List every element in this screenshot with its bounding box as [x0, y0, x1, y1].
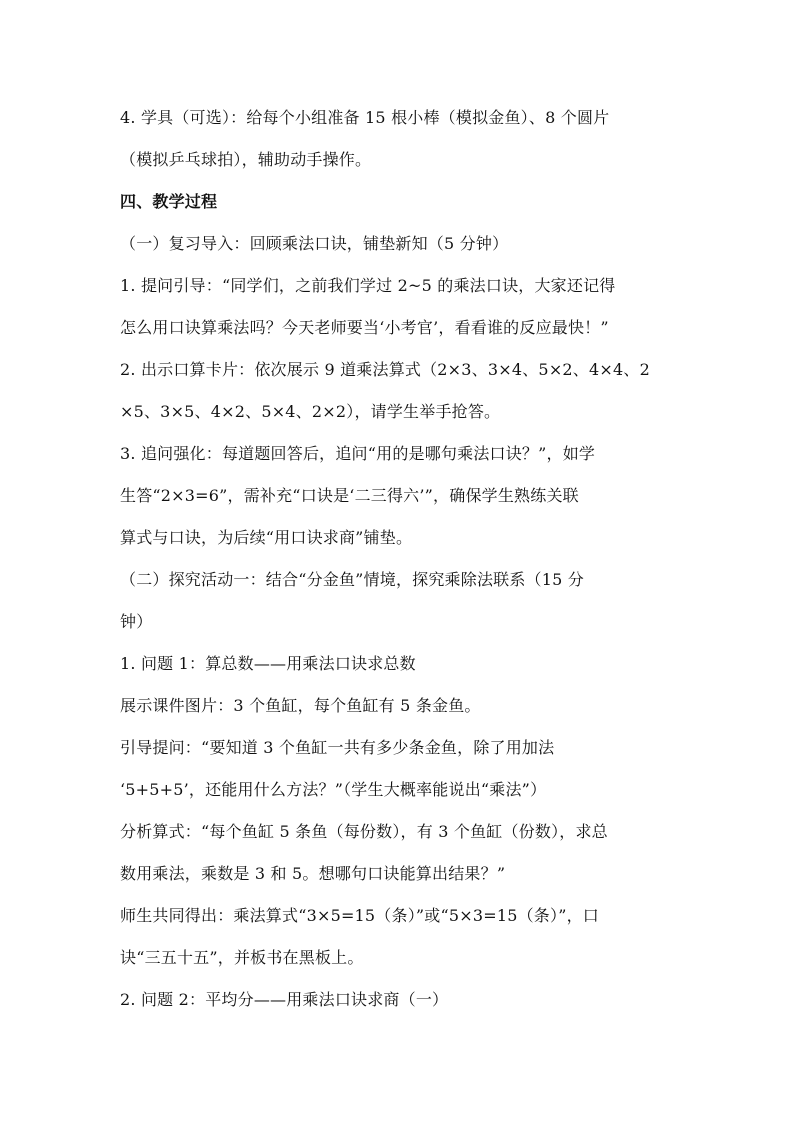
subsection-heading: （一）复习导入：回顾乘法口诀，铺垫新知（5 分钟） [120, 234, 509, 253]
text-line: ‘5+5+5’，还能用什么方法？”（学生大概率能说出“乘法”） [120, 780, 547, 799]
text-line: 3. 追问强化：每道题回答后，追问“用的是哪句乘法口诀？”，如学 [120, 444, 596, 463]
text-line: 2. 问题 2：平均分——用乘法口诀求商（一） [120, 990, 449, 1009]
section-heading: 四、教学过程 [120, 192, 218, 211]
text-line: （模拟乒乓球拍），辅助动手操作。 [120, 150, 372, 169]
text-line: 1. 问题 1：算总数——用乘法口诀求总数 [120, 654, 416, 673]
text-line: 钟） [120, 612, 153, 631]
text-line: 生答“2×3=6”，需补充“口诀是‘二三得六’”，确保学生熟练关联 [120, 486, 579, 505]
text-line: 2. 出示口算卡片：依次展示 9 道乘法算式（2×3、3×4、5×2、4×4、2 [120, 360, 650, 379]
text-line: 1. 提问引导：“同学们，之前我们学过 2~5 的乘法口诀，大家还记得 [120, 276, 616, 295]
text-line: 怎么用口诀算乘法吗？今天老师要当‘小考官’，看看谁的反应最快！” [120, 318, 609, 337]
text-line: ×5、3×5、4×2、5×4、2×2），请学生举手抢答。 [120, 402, 501, 421]
text-line: 数用乘法，乘数是 3 和 5。想哪句口诀能算出结果？” [120, 864, 506, 883]
text-line: 展示课件图片：3 个鱼缸，每个鱼缸有 5 条金鱼。 [120, 696, 481, 715]
text-line: 4. 学具（可选）：给每个小组准备 15 根小棒（模拟金鱼）、8 个圆片 [120, 108, 610, 127]
text-line: 诀“三五十五”，并板书在黑板上。 [120, 948, 364, 967]
subsection-heading: （二）探究活动一：结合“分金鱼”情境，探究乘除法联系（15 分 [120, 570, 585, 589]
text-line: 算式与口诀，为后续“用口诀求商”铺垫。 [120, 528, 413, 547]
text-line: 引导提问：“要知道 3 个鱼缸一共有多少条金鱼，除了用加法 [120, 738, 555, 757]
text-line: 分析算式：“每个鱼缸 5 条鱼（每份数），有 3 个鱼缸（份数），求总 [120, 822, 608, 841]
text-line: 师生共同得出：乘法算式“3×5=15（条）”或“5×3=15（条）”，口 [120, 906, 599, 925]
